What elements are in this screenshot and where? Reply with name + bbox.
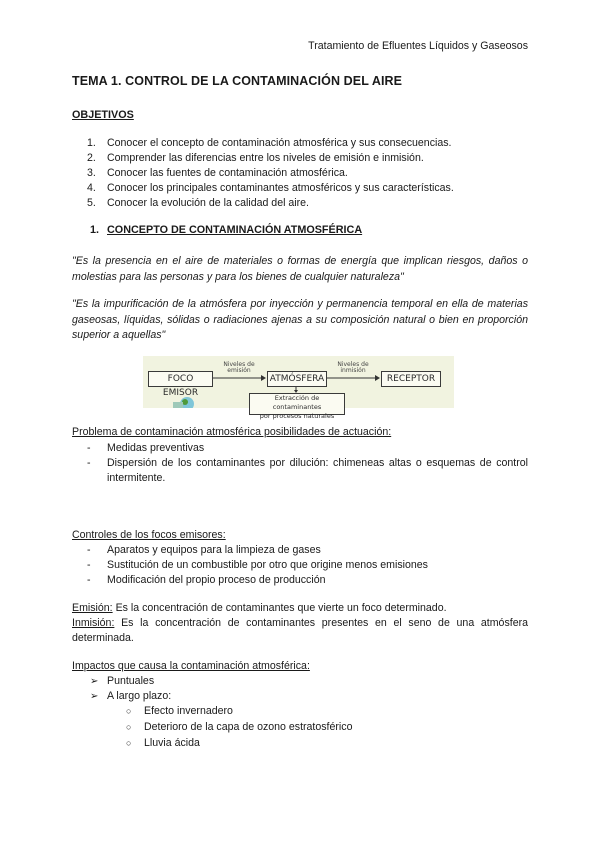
impactos-heading: Impactos que causa la contaminación atmosférica:	[72, 660, 310, 672]
problema-heading: Problema de contaminación atmosférica posibilidades de actuación:	[72, 426, 392, 438]
item-number: 5.	[87, 197, 96, 209]
item-text: Comprender las diferencias entre los niveles de emisión e inmisión.	[107, 152, 424, 164]
item-text: Conocer los principales contaminantes atmosféricos y sus características.	[107, 182, 454, 194]
inmision-definition: Inmisión: Es la concentración de contaminantes presentes en el seno de una atmósfera determinada.	[72, 617, 528, 644]
definition-quote-2: "Es la impurificación de la atmósfera por inyección y permanencia temporal en ella de materias gaseosas, líquidas, sólidas o radiaciones ajenas a su composición natural o bien en proporción superior a aquellas"	[72, 298, 528, 341]
extraccion-box: Extracción de contaminantes por procesos naturales	[249, 393, 345, 415]
receptor-box: RECEPTOR	[381, 371, 441, 387]
running-header: Tratamiento de Efluentes Líquidos y Gaseosos	[308, 40, 528, 52]
list-item	[87, 151, 454, 166]
list-item: ○ Lluvia ácida	[126, 737, 200, 749]
list-item: - Modificación del propio proceso de producción	[87, 574, 326, 586]
list-item: ➢ A largo plazo:	[90, 690, 172, 702]
list-item	[87, 196, 454, 211]
item-number: 4.	[87, 182, 96, 194]
emision-label: Niveles de emisión	[223, 361, 255, 374]
item-number: 2.	[87, 152, 96, 164]
atmosfera-box: ATMÓSFERA	[267, 371, 327, 387]
list-item: - Sustitución de un combustible por otro que origine menos emisiones	[87, 559, 428, 571]
item-number: 3.	[87, 167, 96, 179]
foco-emisor-box: FOCO EMISOR	[148, 371, 213, 387]
section-number: 1.	[90, 224, 100, 236]
impactos-list	[90, 674, 171, 704]
emision-definition: Emisión: Es la concentración de contaminantes que vierte un foco determinado.	[72, 602, 447, 614]
item-number: 1.	[87, 137, 96, 149]
objectives-list	[87, 136, 454, 211]
controles-heading: Controles de los focos emisores:	[72, 529, 226, 541]
list-item: - Dispersión de los contaminantes por dilución: chimeneas altas o esquemas de control intermitente.	[87, 457, 528, 484]
item-text: Conocer las fuentes de contaminación atmosférica.	[107, 167, 348, 179]
problema-list	[87, 441, 528, 486]
section-title: CONCEPTO DE CONTAMINACIÓN ATMOSFÉRICA	[107, 224, 363, 236]
list-item	[87, 166, 454, 181]
list-item: - Aparatos y equipos para la limpieza de gases	[87, 544, 321, 556]
item-text: Conocer el concepto de contaminación atmosférica y sus consecuencias.	[107, 137, 452, 149]
item-text: Conocer la evolución de la calidad del aire.	[107, 197, 309, 209]
controles-list	[87, 543, 528, 588]
list-item: - Medidas preventivas	[87, 442, 205, 454]
list-item: ○ Deterioro de la capa de ozono estratosférico	[126, 721, 353, 733]
section-1-heading	[90, 224, 362, 236]
page-title: TEMA 1. CONTROL DE LA CONTAMINACIÓN DEL AIRE	[72, 74, 403, 88]
list-item	[87, 136, 454, 151]
objectives-heading: OBJETIVOS	[72, 109, 134, 121]
definition-quote-1: "Es la presencia en el aire de materiales o formas de energía que implican riesgos, daños o molestias para las personas y para los bienes de cualquier naturaleza"	[72, 255, 528, 283]
list-item: ➢ Puntuales	[90, 675, 155, 687]
impactos-sublist	[126, 703, 352, 751]
list-item: ○ Efecto invernadero	[126, 705, 233, 717]
inmision-label: Niveles de inmisión	[337, 361, 369, 374]
emission-diagram	[143, 356, 454, 420]
list-item	[87, 181, 454, 196]
